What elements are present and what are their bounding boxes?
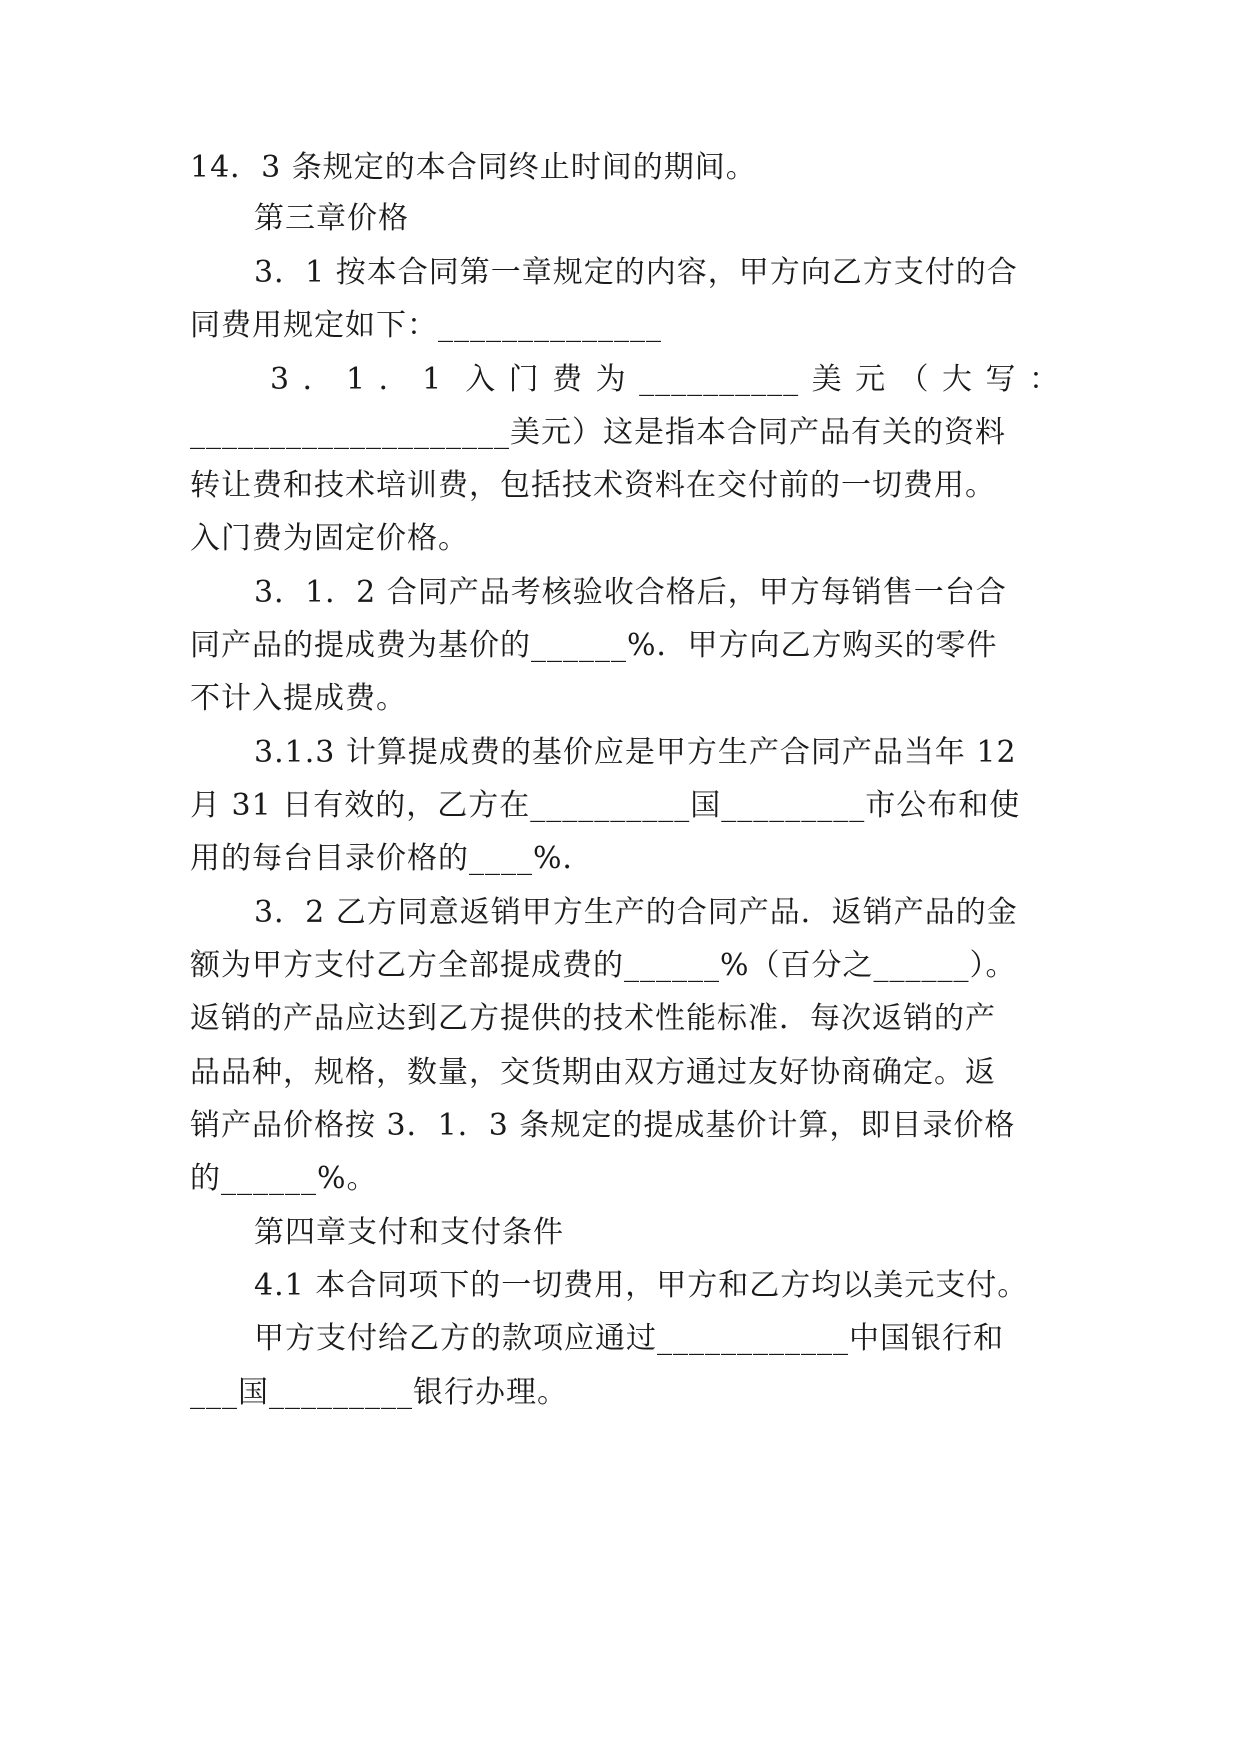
clause-3-2-line-6: 的______%。: [190, 1161, 378, 1196]
clause-4-1-line-1: 4.1 本合同项下的一切费用，甲方和乙方均以美元支付。: [254, 1268, 1029, 1303]
clause-4-1-line-2: 甲方支付给乙方的款项应通过____________中国银行和: [254, 1321, 1004, 1356]
clause-3-1-1-line-1: 3．1．1 入门费为__________美元（大写：: [270, 362, 1060, 397]
clause-3-2-line-2: 额为甲方支付乙方全部提成费的______%（百分之______）。: [190, 948, 1017, 983]
clause-3-1-1-line-3: 转让费和技术培训费，包括技术资料在交付前的一切费用。: [190, 468, 996, 503]
clause-3-2-line-3: 返销的产品应达到乙方提供的技术性能标准．每次返销的产: [190, 1001, 996, 1036]
clause-3-1-1-line-2: ____________________美元）这是指本合同产品有关的资料: [190, 415, 1006, 450]
clause-3-1-line-1: 3．1 按本合同第一章规定的内容，甲方向乙方支付的合: [254, 255, 1018, 290]
chapter-4-heading: 第四章支付和支付条件: [254, 1215, 564, 1250]
clause-3-1-2-line-1: 3．1．2 合同产品考核验收合格后，甲方每销售一台合: [254, 575, 1007, 610]
clause-3-2-line-4: 品品种，规格，数量，交货期由双方通过友好协商确定。返: [190, 1055, 996, 1090]
clause-3-1-2-line-3: 不计入提成费。: [190, 681, 407, 716]
clause-3-1-line-2: 同费用规定如下：______________: [190, 308, 662, 343]
clause-3-2-line-5: 销产品价格按 3．1．3 条规定的提成基价计算，即目录价格: [190, 1108, 1016, 1143]
clause-3-1-3-line-1: 3.1.3 计算提成费的基价应是甲方生产合同产品当年 12: [254, 735, 1017, 770]
clause-3-1-3-line-3: 用的每台目录价格的____%．: [190, 841, 594, 876]
chapter-3-heading: 第三章价格: [254, 201, 409, 236]
clause-3-1-2-line-2: 同产品的提成费为基价的______%．甲方向乙方购买的零件: [190, 628, 998, 663]
clause-4-1-line-3: ___国_________银行办理。: [190, 1375, 568, 1410]
clause-3-2-line-1: 3．2 乙方同意返销甲方生产的合同产品．返销产品的金: [254, 895, 1018, 930]
clause-3-1-3-line-2: 月 31 日有效的，乙方在__________国_________市公布和使: [190, 788, 1021, 823]
clause-3-1-1-line-4: 入门费为固定价格。: [190, 521, 469, 556]
text-line-continuation: 14．3 条规定的本合同终止时间的期间。: [190, 150, 757, 185]
